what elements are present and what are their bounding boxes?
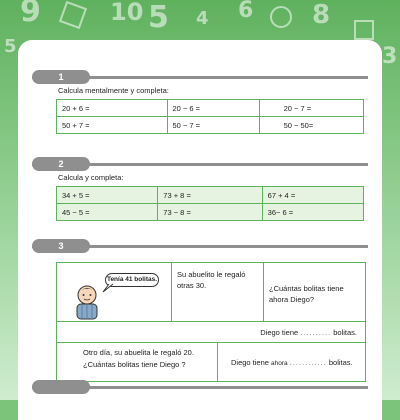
answer-2-middle: ahora (271, 360, 288, 367)
section-4-header (32, 386, 368, 389)
worksheet-page (18, 40, 382, 420)
table-row (57, 187, 364, 204)
section-1-number: 1 (32, 70, 90, 84)
deco-number: 4 (196, 8, 209, 29)
statement-cell (171, 263, 264, 321)
section-2-header (32, 159, 368, 169)
deco-number: 6 (238, 0, 254, 23)
section-3-number: 3 (32, 239, 90, 253)
table-row (57, 204, 364, 221)
section-2-number: 2 (32, 157, 90, 171)
question-cell (263, 263, 365, 321)
question-1-text: ¿Cuántas bolitas tiene ahora Diego? (269, 284, 344, 304)
deco-number: 8 (312, 0, 331, 30)
speech-bubble: Tenía 41 bolitas. (105, 273, 159, 287)
exercise-cell: 73 − 8 = (158, 204, 262, 221)
answer-2-line (231, 358, 353, 367)
section-3-problem-box (56, 262, 366, 382)
section-1-instruction: Calcula mentalmente y completa: (58, 86, 169, 95)
exercise-cell: 34 + 5 = (57, 187, 158, 204)
answer-1-suffix: bolitas. (333, 328, 357, 337)
illustration-cell (57, 263, 172, 321)
answer-2-prefix: Diego tiene (231, 358, 269, 367)
section-1-header (32, 72, 368, 82)
section-2-instruction: Calcula y completa: (58, 173, 124, 182)
exercise-cell: 73 + 8 = (158, 187, 262, 204)
exercise-cell: 20 − 6 = (167, 100, 259, 117)
table-row (57, 117, 364, 134)
exercise-cell: 45 − 5 = (57, 204, 158, 221)
answer-1-line (260, 328, 357, 337)
exercise-cell: 20 − 7 = (259, 100, 363, 117)
answer-2-suffix: bolitas. (328, 358, 353, 367)
deco-number: 3 (382, 44, 398, 69)
exercise-cell: 67 + 4 = (262, 187, 363, 204)
answer-2-cell (217, 342, 365, 381)
statement-1-text: Su abuelito le regaló otras 30. (177, 270, 246, 290)
answer-1-prefix: Diego tiene (260, 328, 299, 337)
deco-number: 5 (4, 36, 17, 57)
deco-number: 10 (110, 0, 144, 26)
table-row (57, 100, 364, 117)
deco-number: 5 (148, 0, 169, 35)
exercise-cell: 50 − 7 = (167, 117, 259, 134)
section-2-table (56, 186, 364, 221)
deco-square-shape (354, 20, 374, 40)
exercise-cell: 20 + 6 = (57, 100, 168, 117)
exercise-cell: 36− 6 = (262, 204, 363, 221)
bubble-tail (101, 283, 115, 293)
exercise-cell: 50 + 7 = (57, 117, 168, 134)
answer-2-blank[interactable]: ............ (289, 358, 327, 367)
answer-1-blank[interactable]: .......... (300, 328, 332, 337)
section-3-header (32, 241, 368, 251)
deco-circle-shape (270, 6, 292, 28)
exercise-cell: 50 − 50= (259, 117, 363, 134)
statement-2-cell (57, 342, 218, 381)
deco-number: 9 (20, 0, 41, 29)
answer-1-row (57, 321, 365, 343)
statement-2-text: Otro día, su abuelita le regaló 20. ¿Cuántas bolitas tiene Diego ? (83, 348, 194, 369)
section-4-pill (32, 380, 90, 394)
section-1-table (56, 99, 364, 134)
